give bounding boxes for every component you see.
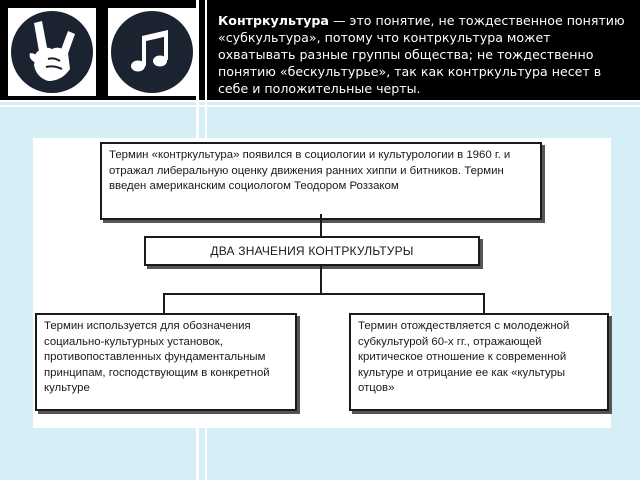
meaning-right-box: Термин отождествляется с молодежной субкультурой 60-х гг., отражающей критическое отношение к современной культуре и отрицание ее как «культуры отцов» [349, 313, 609, 411]
divider-horizontal-top [0, 100, 640, 102]
header-definition-text: — это понятие, не тождественное понятию «субкультура», потому что контркультура может охватывать разные группы общества; не тождественно понятию «бескультурье», так как контркультура несет в себе и положительные черты. [218, 13, 625, 96]
connector-horizontal [163, 293, 485, 295]
connector-left [163, 293, 165, 313]
meaning-left-box: Термин используется для обозначения социально-культурных установок, противопоставленных фундаментальным принципам, господствующим в конкретной культуре [35, 313, 297, 411]
connector-middle [320, 266, 322, 294]
connector-right [483, 293, 485, 313]
two-meanings-box: ДВА ЗНАЧЕНИЯ КОНТРКУЛЬТУРЫ [144, 236, 480, 266]
origin-box: Термин «контркультура» появился в социологии и культурологии в 1960 г. и отражал либеральную оценку движения ранних хиппи и битников. Термин введен американским социологом Теодором Роззаком [100, 142, 542, 220]
connector-top [320, 214, 322, 236]
header-definition [218, 12, 628, 97]
header-term: Контркультура [218, 13, 329, 28]
icon-tile-right [108, 8, 196, 96]
diagram-panel [33, 138, 611, 428]
music-note-icon [111, 11, 193, 93]
divider-horizontal-bottom [0, 105, 640, 107]
icon-tile-left [8, 8, 96, 96]
rock-hand-icon [11, 11, 93, 93]
